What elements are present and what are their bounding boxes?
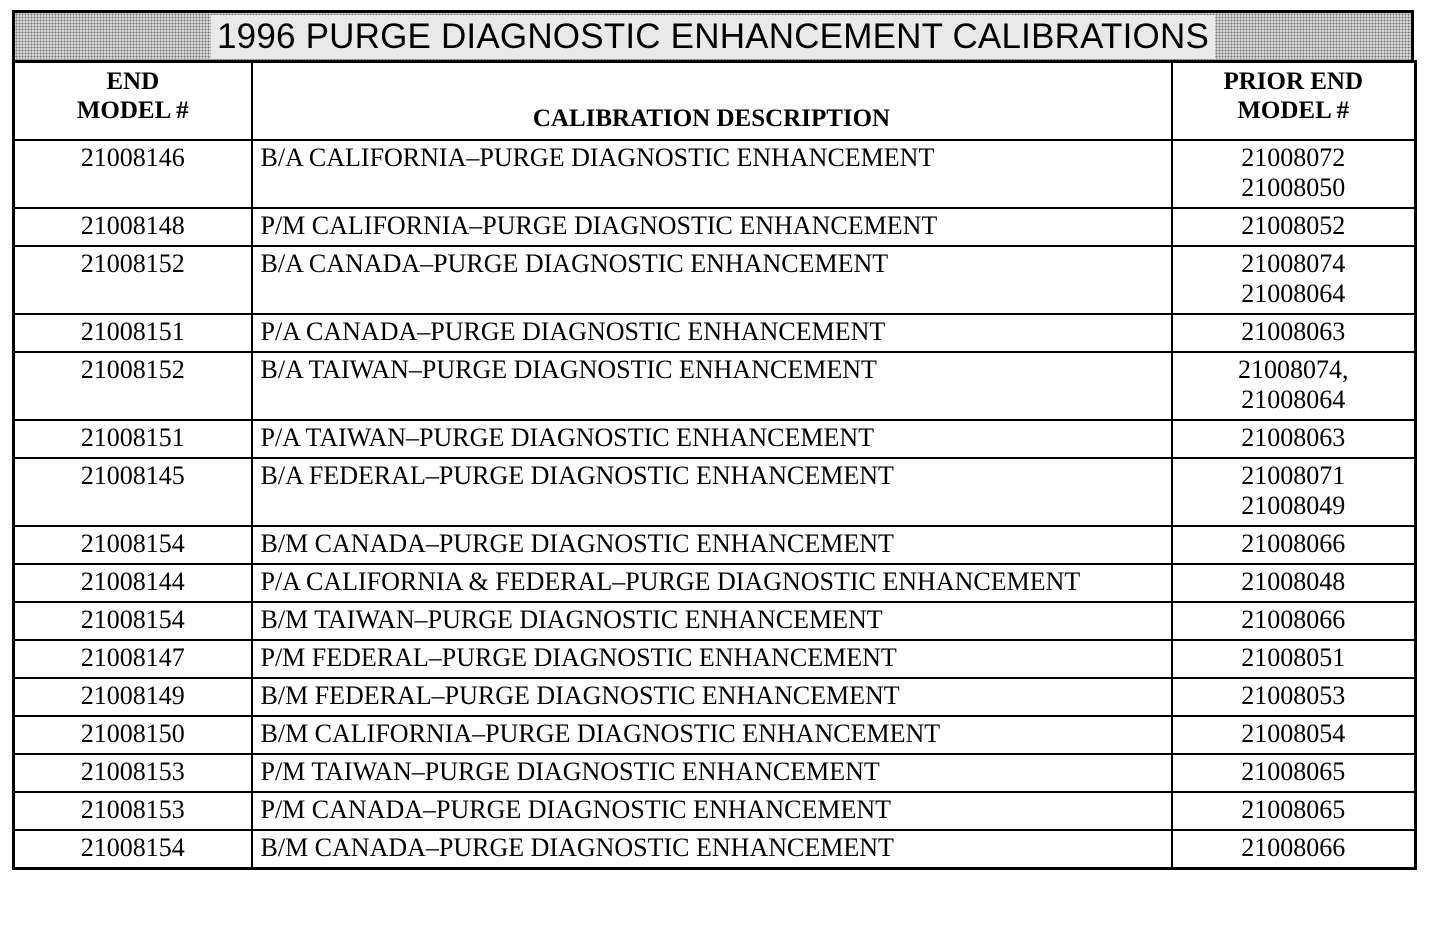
table-row (14, 352, 1416, 420)
description-cell: P/A TAIWAN–PURGE DIAGNOSTIC ENHANCEMENT (252, 420, 1172, 458)
header-end-model-line2: MODEL # (76, 97, 189, 124)
prior-model-cell (1172, 640, 1416, 678)
prior-model-value: 21008071 (1241, 461, 1346, 490)
description-cell: P/M CALIFORNIA–PURGE DIAGNOSTIC ENHANCEMENT (252, 208, 1172, 246)
table-row (14, 678, 1416, 716)
prior-model-value: 21008063 (1241, 423, 1346, 452)
prior-model-value: 21008052 (1241, 211, 1346, 240)
end-model-cell: 21008146 (14, 140, 252, 208)
description-cell: B/M FEDERAL–PURGE DIAGNOSTIC ENHANCEMENT (252, 678, 1172, 716)
prior-model-value: 21008065 (1241, 757, 1346, 786)
end-model-cell: 21008151 (14, 314, 252, 352)
prior-model-value: 21008063 (1241, 317, 1346, 346)
header-end-model-line1: END (106, 68, 160, 95)
description-cell: B/M CANADA–PURGE DIAGNOSTIC ENHANCEMENT (252, 526, 1172, 564)
table-row (14, 246, 1416, 314)
description-cell: B/A CALIFORNIA–PURGE DIAGNOSTIC ENHANCEMENT (252, 140, 1172, 208)
prior-model-cell (1172, 420, 1416, 458)
prior-model-cell (1172, 830, 1416, 869)
prior-model-cell (1172, 314, 1416, 352)
prior-model-cell (1172, 208, 1416, 246)
description-cell: P/A CANADA–PURGE DIAGNOSTIC ENHANCEMENT (252, 314, 1172, 352)
end-model-cell: 21008148 (14, 208, 252, 246)
end-model-cell: 21008150 (14, 716, 252, 754)
prior-model-cell (1172, 458, 1416, 526)
end-model-cell: 21008154 (14, 830, 252, 869)
end-model-cell: 21008154 (14, 526, 252, 564)
prior-model-value: 21008049 (1241, 491, 1346, 520)
table-row (14, 830, 1416, 869)
prior-model-value: 21008066 (1241, 605, 1346, 634)
page-title: 1996 PURGE DIAGNOSTIC ENHANCEMENT CALIBRATIONS (211, 15, 1215, 59)
prior-model-value: 21008048 (1241, 567, 1346, 596)
prior-model-cell (1172, 716, 1416, 754)
table-row (14, 640, 1416, 678)
table-row (14, 564, 1416, 602)
table-row (14, 208, 1416, 246)
title-bar (12, 10, 1414, 60)
calibration-table (12, 60, 1417, 870)
prior-model-value: 21008074, (1238, 355, 1349, 384)
description-cell: P/M FEDERAL–PURGE DIAGNOSTIC ENHANCEMENT (252, 640, 1172, 678)
prior-model-value: 21008050 (1241, 173, 1346, 202)
table-body (14, 140, 1416, 869)
prior-model-cell (1172, 246, 1416, 314)
prior-model-cell (1172, 140, 1416, 208)
table-row (14, 526, 1416, 564)
end-model-cell: 21008151 (14, 420, 252, 458)
description-cell: B/A FEDERAL–PURGE DIAGNOSTIC ENHANCEMENT (252, 458, 1172, 526)
prior-model-value: 21008054 (1241, 719, 1346, 748)
table-row (14, 140, 1416, 208)
end-model-cell: 21008153 (14, 792, 252, 830)
prior-model-value: 21008064 (1241, 279, 1346, 308)
prior-model-cell (1172, 352, 1416, 420)
prior-model-value: 21008074 (1241, 249, 1346, 278)
table-row (14, 754, 1416, 792)
description-cell: B/A CANADA–PURGE DIAGNOSTIC ENHANCEMENT (252, 246, 1172, 314)
prior-model-value: 21008065 (1241, 795, 1346, 824)
header-row (14, 62, 1416, 141)
description-cell: B/M CALIFORNIA–PURGE DIAGNOSTIC ENHANCEMENT (252, 716, 1172, 754)
description-cell: B/A TAIWAN–PURGE DIAGNOSTIC ENHANCEMENT (252, 352, 1172, 420)
prior-model-cell (1172, 602, 1416, 640)
prior-model-value: 21008066 (1241, 529, 1346, 558)
prior-model-value: 21008053 (1241, 681, 1346, 710)
table-row (14, 420, 1416, 458)
prior-model-value: 21008072 (1241, 143, 1346, 172)
table-row (14, 602, 1416, 640)
end-model-cell: 21008152 (14, 352, 252, 420)
description-cell: P/M CANADA–PURGE DIAGNOSTIC ENHANCEMENT (252, 792, 1172, 830)
prior-model-cell (1172, 564, 1416, 602)
prior-model-value: 21008064 (1241, 385, 1346, 414)
prior-model-cell (1172, 678, 1416, 716)
header-prior-line2: MODEL # (1237, 97, 1350, 124)
header-prior-end-model (1172, 62, 1416, 141)
end-model-cell: 21008147 (14, 640, 252, 678)
prior-model-cell (1172, 526, 1416, 564)
calibration-sheet (12, 10, 1414, 870)
prior-model-value: 21008066 (1241, 833, 1346, 862)
end-model-cell: 21008153 (14, 754, 252, 792)
table-row (14, 458, 1416, 526)
table-row (14, 716, 1416, 754)
header-end-model (14, 62, 252, 141)
end-model-cell: 21008145 (14, 458, 252, 526)
prior-model-cell (1172, 792, 1416, 830)
description-cell: B/M TAIWAN–PURGE DIAGNOSTIC ENHANCEMENT (252, 602, 1172, 640)
end-model-cell: 21008149 (14, 678, 252, 716)
table-row (14, 792, 1416, 830)
end-model-cell: 21008152 (14, 246, 252, 314)
end-model-cell: 21008144 (14, 564, 252, 602)
description-cell: P/M TAIWAN–PURGE DIAGNOSTIC ENHANCEMENT (252, 754, 1172, 792)
header-prior-line1: PRIOR END (1223, 68, 1364, 95)
end-model-cell: 21008154 (14, 602, 252, 640)
header-description: CALIBRATION DESCRIPTION (252, 62, 1172, 141)
prior-model-cell (1172, 754, 1416, 792)
table-row (14, 314, 1416, 352)
description-cell: B/M CANADA–PURGE DIAGNOSTIC ENHANCEMENT (252, 830, 1172, 869)
description-cell: P/A CALIFORNIA & FEDERAL–PURGE DIAGNOSTIC ENHANCEMENT (252, 564, 1172, 602)
prior-model-value: 21008051 (1241, 643, 1346, 672)
